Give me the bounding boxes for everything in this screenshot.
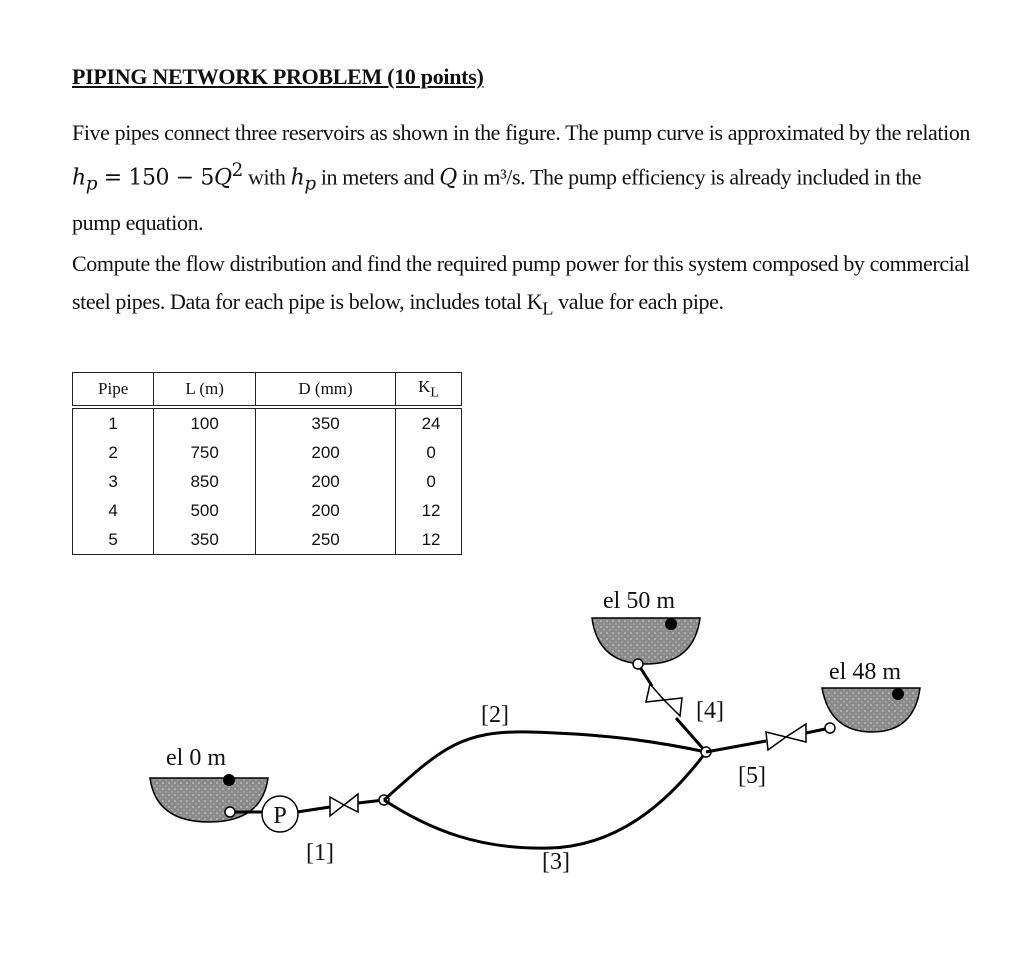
table-row: [73, 438, 462, 467]
table-header-row: [73, 373, 462, 408]
water-level-dot: [223, 774, 235, 786]
table-cell: 0: [396, 438, 462, 467]
header-diameter: D (mm): [255, 373, 395, 408]
pump: [262, 796, 298, 832]
table-cell: 5: [73, 525, 154, 555]
pump-label: P: [273, 803, 287, 829]
pipe-1-label: [1]: [306, 840, 334, 866]
table-cell: 4: [73, 496, 154, 525]
reservoir-left: [150, 745, 268, 822]
table-cell: 3: [73, 467, 154, 496]
pipe-4-label: [4]: [696, 698, 724, 724]
table-cell: 200: [255, 467, 395, 496]
valve-pipe-1: [330, 794, 358, 816]
reservoir-left-label: el 0 m: [166, 745, 226, 771]
pipe-5-label: [5]: [738, 763, 766, 789]
table-cell: 2: [73, 438, 154, 467]
reservoir-right-label: el 48 m: [829, 659, 901, 685]
pipe-3: [384, 752, 706, 848]
header-kl: $K_L$: [396, 373, 462, 408]
reservoir-top-label: el 50 m: [603, 588, 675, 614]
valve-pipe-4: [646, 684, 682, 716]
pipe-2: [384, 732, 706, 800]
header-pipe: Pipe: [73, 373, 154, 408]
page-title: PIPING NETWORK PROBLEM (10 points): [72, 64, 484, 89]
table-cell: 500: [154, 496, 256, 525]
piping-network-diagram: [0, 560, 1024, 957]
table-cell: 200: [255, 438, 395, 467]
table-cell: 0: [396, 467, 462, 496]
table-cell: 250: [255, 525, 395, 555]
task-description: Compute the flow distribution and find the required pump power for this system composed by commercial steel pipes. Data for each pipe is below, includes total $K_L$ value for each pipe.: [72, 251, 970, 319]
table-row: [73, 496, 462, 525]
reservoir-right: [822, 659, 920, 732]
pipe-2-label: [2]: [481, 702, 509, 728]
table-row: [73, 525, 462, 555]
pipe-3-label: [3]: [542, 849, 570, 875]
table-cell: 12: [396, 525, 462, 555]
table-body: [73, 407, 462, 555]
table-cell: 750: [154, 438, 256, 467]
reservoir-top: [592, 588, 700, 664]
table-cell: 24: [396, 407, 462, 438]
water-level-dot: [665, 618, 677, 630]
problem-description: Five pipes connect three reservoirs as shown in the figure. The pump curve is approximated by the relation $h_p = 150 - 5Q^2$ with $h_p$ in meters and Q in m³/s. The pump efficiency is already included in the pump equation.: [72, 120, 971, 235]
table-cell: 200: [255, 496, 395, 525]
table-cell: 350: [255, 407, 395, 438]
valve-pipe-5: [766, 724, 806, 750]
table-cell: 100: [154, 407, 256, 438]
water-level-dot: [892, 688, 904, 700]
table-cell: 850: [154, 467, 256, 496]
table-row: [73, 407, 462, 438]
table-cell: 350: [154, 525, 256, 555]
table-cell: 1: [73, 407, 154, 438]
header-length: L (m): [154, 373, 256, 408]
pipe-data-table: [72, 372, 462, 555]
table-row: [73, 467, 462, 496]
table-cell: 12: [396, 496, 462, 525]
